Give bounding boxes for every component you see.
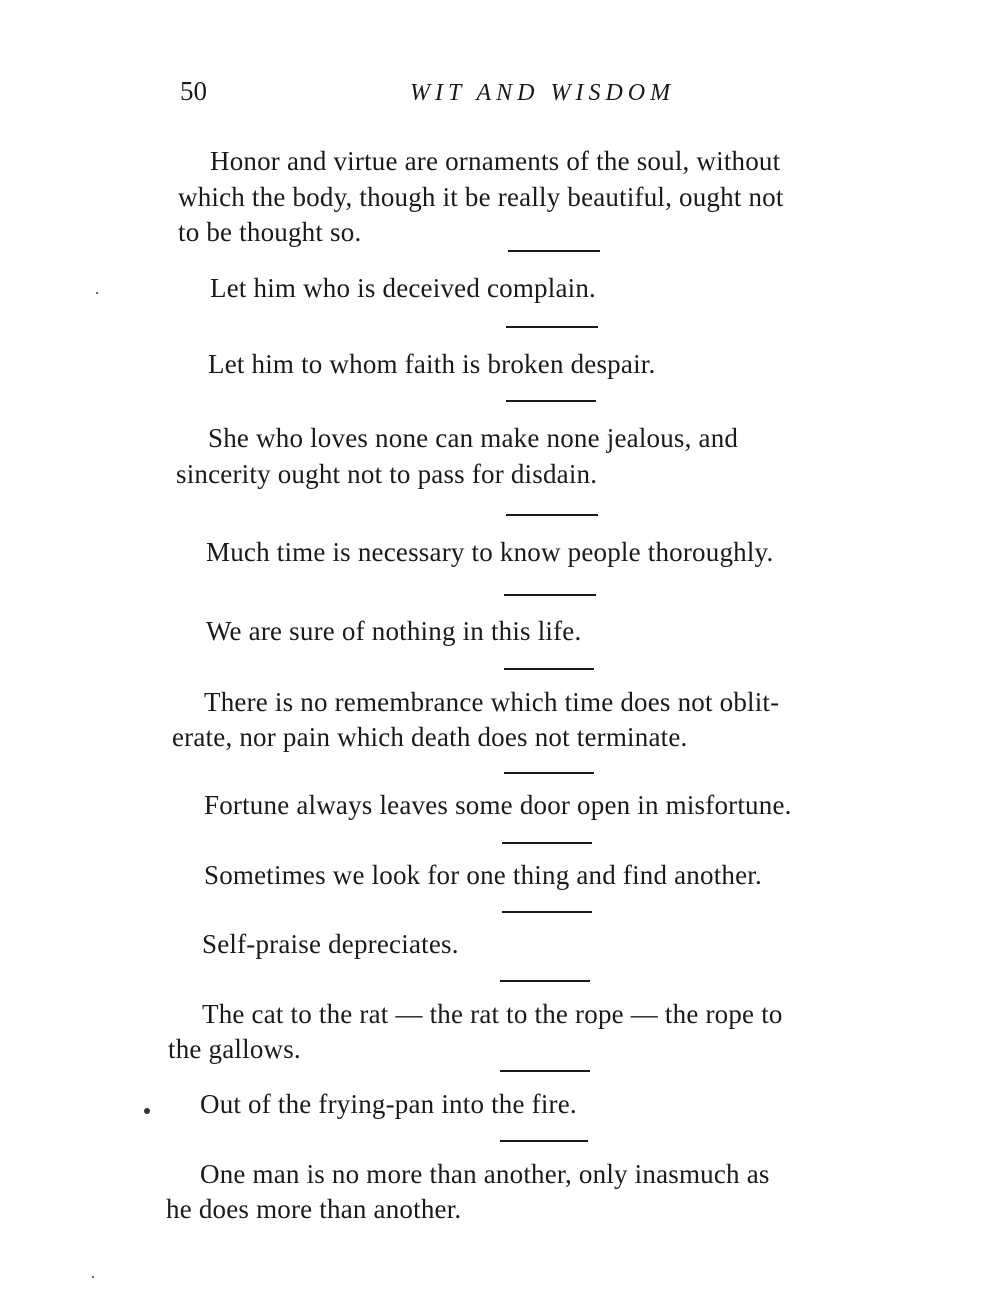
maxim-line: The cat to the rat — the rat to the rope — the rope to [202, 999, 783, 1029]
maxim-line: Honor and virtue are ornaments of the soul, without [210, 146, 781, 176]
maxim-line: he does more than another. [166, 1194, 462, 1224]
separator-rule [504, 594, 596, 596]
page-number: 50 [180, 76, 207, 106]
separator-rule [500, 1070, 590, 1072]
maxim-much-time: Much time is necessary to know people thoroughly. [206, 537, 774, 567]
separator-rule [506, 326, 598, 328]
separator-rule [504, 772, 594, 774]
ink-speck [144, 1108, 150, 1114]
maxim-sure-of-nothing: We are sure of nothing in this life. [206, 616, 582, 646]
running-title: WIT AND WISDOM [410, 80, 676, 106]
ink-speck [92, 1276, 94, 1278]
maxim-look-for-one-thing: Sometimes we look for one thing and find another. [204, 860, 762, 890]
maxim-deceived-complain: Let him who is deceived complain. [210, 273, 596, 303]
maxim-line: the gallows. [168, 1034, 301, 1064]
maxim-line: to be thought so. [178, 217, 362, 247]
separator-rule [502, 842, 592, 844]
maxim-line: erate, nor pain which death does not terminate. [172, 722, 688, 752]
separator-rule [500, 980, 590, 982]
maxim-line: There is no remembrance which time does not oblit- [204, 687, 780, 717]
maxim-faith-broken: Let him to whom faith is broken despair. [208, 349, 656, 379]
maxim-line: which the body, though it be really beautiful, ought not [178, 182, 784, 212]
maxim-fortune: Fortune always leaves some door open in misfortune. [204, 790, 792, 820]
separator-rule [508, 250, 600, 252]
separator-rule [500, 1140, 588, 1142]
maxim-line: She who loves none can make none jealous, and [208, 423, 739, 453]
maxim-self-praise: Self-praise depreciates. [202, 929, 459, 959]
separator-rule [504, 668, 594, 670]
separator-rule [502, 911, 592, 913]
maxim-line: One man is no more than another, only inasmuch as [200, 1159, 770, 1189]
separator-rule [506, 400, 596, 402]
separator-rule [506, 514, 598, 516]
maxim-frying-pan: Out of the frying-pan into the fire. [200, 1089, 577, 1119]
ink-speck [96, 292, 98, 294]
maxim-line: sincerity ought not to pass for disdain. [176, 459, 598, 489]
